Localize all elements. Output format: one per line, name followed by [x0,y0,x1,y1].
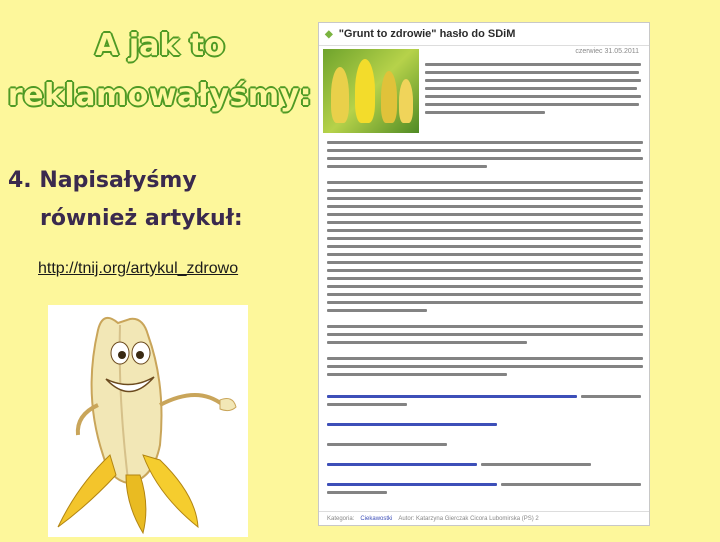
slide-title-line1: A jak to [95,28,225,63]
footer-category-label: Kategoria: [327,515,355,522]
point-line2: również artykuł: [40,206,243,231]
article-header [319,23,649,46]
article-footer [319,511,649,525]
article-screenshot [318,22,650,526]
footer-author: Autor: Katarzyna Gierczak Cicora Lubomirska (PS) 2 [398,515,539,522]
slide-title-line2: reklamowałyśmy: [7,78,313,113]
article-date: czerwiec 31.05.2011 [575,48,639,55]
point-line1: 4. Napisałyśmy [8,168,197,193]
arrow-icon: ◆ [325,28,333,40]
article-heading: "Grunt to zdrowie" hasło do SDiM [338,28,516,40]
footer-category[interactable]: Ciekawostki [360,515,393,522]
article-photo [323,49,419,133]
banana-illustration [48,305,248,537]
article-link[interactable]: http://tnij.org/artykul_zdrowo [38,260,239,277]
